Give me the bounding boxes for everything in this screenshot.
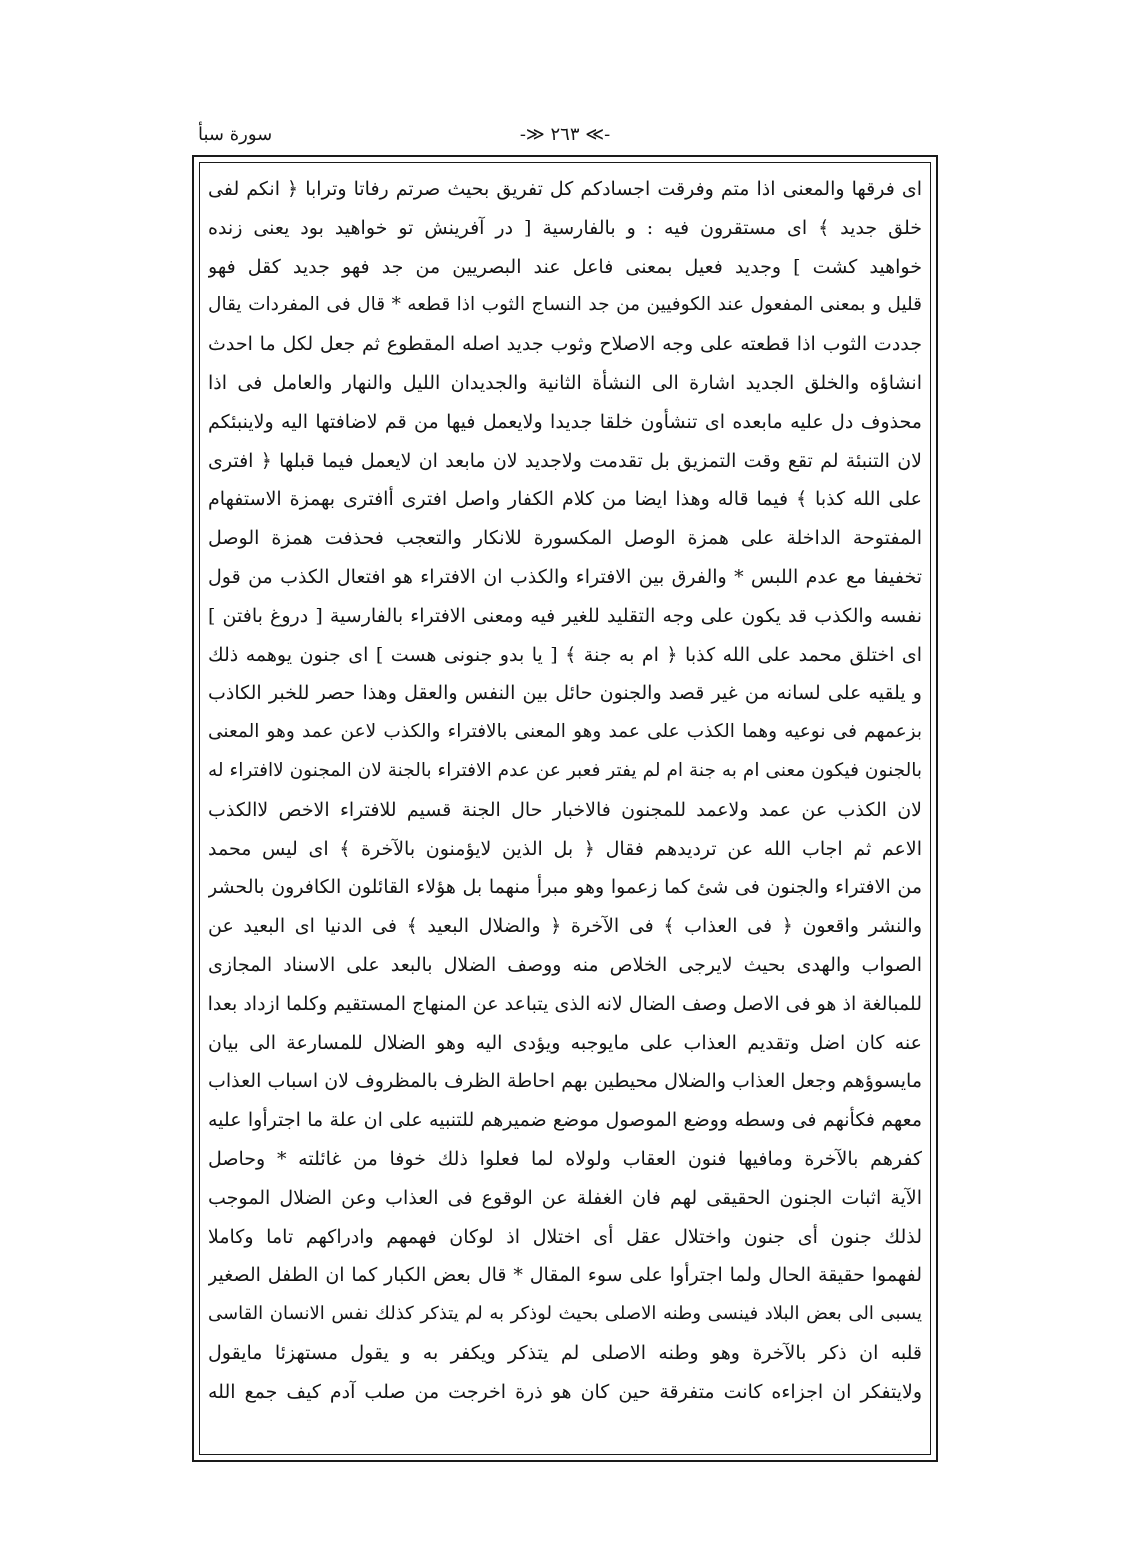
text-line: عنه كان اضل وتقديم العذاب على مايوجبه ويؤدى اليه وهو الضلال للمسارعة الى بيان [208,1031,922,1054]
text-line: من الافتراء والجنون فى شئ كما زعموا وهو مبرأ منهما بل هؤلاء القائلون الكافرون بالحشر [208,876,922,899]
text-line: والنشر واقعون ﴿ فى العذاب ﴾ فى الآخرة ﴿ والضلال البعيد ﴾ فى الدنيا اى البعيد عن [208,915,922,938]
text-line: معهم فكأنهم فى وسطه ووضع الموصول موضع ضميرهم للتنبيه على ان علة ما اجترأوا عليه [208,1109,922,1132]
text-line: و يلقيه على لسانه من غير قصد والجنون حائل بين النفس والعقل وهذا حصر للخبر الكاذب [208,682,922,705]
text-line: مايسوؤهم وجعل العذاب والضلال محيطين بهم احاطة الظرف بالمظروف لان اسباب العذاب [208,1070,922,1093]
text-line: الصواب والهدى بحيث لايرجى الخلاص منه ووصف الضلال بالبعد على الاسناد المجازى [208,953,922,976]
text-line: محذوف دل عليه مابعده اى تنشأون خلقا جديدا ولايعمل فيها من قم لاضافتها اليه ولاينبئكم [208,410,922,433]
text-line: قلبه ان ذكر بالآخرة وهو وطنه الاصلى لم يتذكر ويكفر به و يقول مستهزئا مايقول [208,1341,922,1364]
text-line: قليل و بمعنى المفعول عند الكوفيين من جد النساج الثوب اذا قطعه * قال فى المفردات يقال [208,294,922,316]
text-line: بالجنون فيكون معنى ام به جنة ام لم يفتر فعبر عن عدم الافتراء بالجنة لان المجنون لاافتراء له [208,759,922,781]
text-line: للمبالغة اذ هو فى الاصل وصف الضال لانه الذى يتباعد عن المنهاج المستقيم وكلما ازداد بعدا [208,992,922,1015]
text-line: على الله كذبا ﴾ فيما قاله وهذا ايضا من كلام الكفار واصل افترى أافترى بهمزة الاستفهام [208,488,922,511]
text-line: نفسه والكذب قد يكون على وجه التقليد للغير فيه ومعنى الافتراء بالفارسية [ دروغ بافتن ] [208,604,922,627]
text-line: ولايتفكر ان اجزاءه كانت متفرقة حين كان هو ذرة اخرجت من صلب آدم كيف جمع الله [208,1380,922,1403]
text-line: الآية اثبات الجنون الحقيقى لهم فان الغفلة عن الوقوع فى العذاب وعن الضلال الموجب [208,1186,922,1209]
text-line: لان التنبئة لم تقع وقت التمزيق بل تقدمت ولاجديد لان مابعد ان لايعمل فيما قبلها ﴿ افترى [208,449,922,472]
text-line: خواهيد كشت ] وجديد فعيل بمعنى فاعل عند البصريين من جد فهو جديد كقل فهو [208,255,922,278]
text-line: المفتوحة الداخلة على همزة الوصل المكسورة للانكار والتعجب فحذفت همزة الوصل [208,527,922,550]
text-line: اى فرقها والمعنى اذا متم وفرقت اجسادكم كل تفريق بحيث صرتم رفاتا وترابا ﴿ انكم لفى [208,178,922,200]
page-number: -≫ ٢٦٣ ≪- [519,124,611,145]
text-line: الاعم ثم اجاب الله عن ترديدهم فقال ﴿ بل الذين لايؤمنون بالآخرة ﴾ اى ليس محمد [208,837,922,860]
text-line: انشاؤه والخلق الجديد اشارة الى النشأة الثانية والجديدان الليل والنهار والعامل فى اذا [208,371,922,394]
text-line: كفرهم بالآخرة ومافيها فنون العقاب ولولاه لما فعلوا ذلك خوفا من غائلته * وحاصل [208,1147,922,1170]
text-line: جددت الثوب اذا قطعته على وجه الاصلاح وثوب جديد اصله المقطوع ثم جعل لكل ما احدث [208,333,922,356]
text-line: تخفيفا مع عدم اللبس * والفرق بين الافتراء والكذب ان الافتراء هو افتعال الكذب من قول [208,565,922,588]
surah-name: سورة سبأ [198,124,273,145]
page-header [192,120,938,154]
text-line: بزعمهم فى نوعيه وهما الكذب على عمد وهو المعنى بالافتراء والكذب لاعن عمد وهو المعنى [208,721,922,743]
text-line: يسبى الى بعض البلاد فينسى وطنه الاصلى بحيث لوذكر به لم يتذكر كذلك نفس الانسان القاسى [208,1303,922,1325]
text-line: لان الكذب عن عمد ولاعمد للمجنون فالاخبار حال الجنة قسيم للافتراء الاخص لاالكذب [208,798,922,821]
body-text [208,170,922,1412]
text-line: اى اختلق محمد على الله كذبا ﴿ ام به جنة ﴾ [ يا بدو جنونى هست ] اى جنون يوهمه ذلك [208,643,922,666]
text-line: خلق جديد ﴾ اى مستقرون فيه : و بالفارسية [ در آفرينش تو خواهيد بود يعنى زنده [208,216,922,239]
text-line: لذلك جنون أى جنون واختلال عقل أى اختلال اذ لوكان فهمهم وادراكهم تاما وكاملا [208,1225,922,1248]
text-line: لفهموا حقيقة الحال ولما اجترأوا على سوء المقال * قال بعض الكبار كما ان الطفل الصغير [208,1264,922,1287]
